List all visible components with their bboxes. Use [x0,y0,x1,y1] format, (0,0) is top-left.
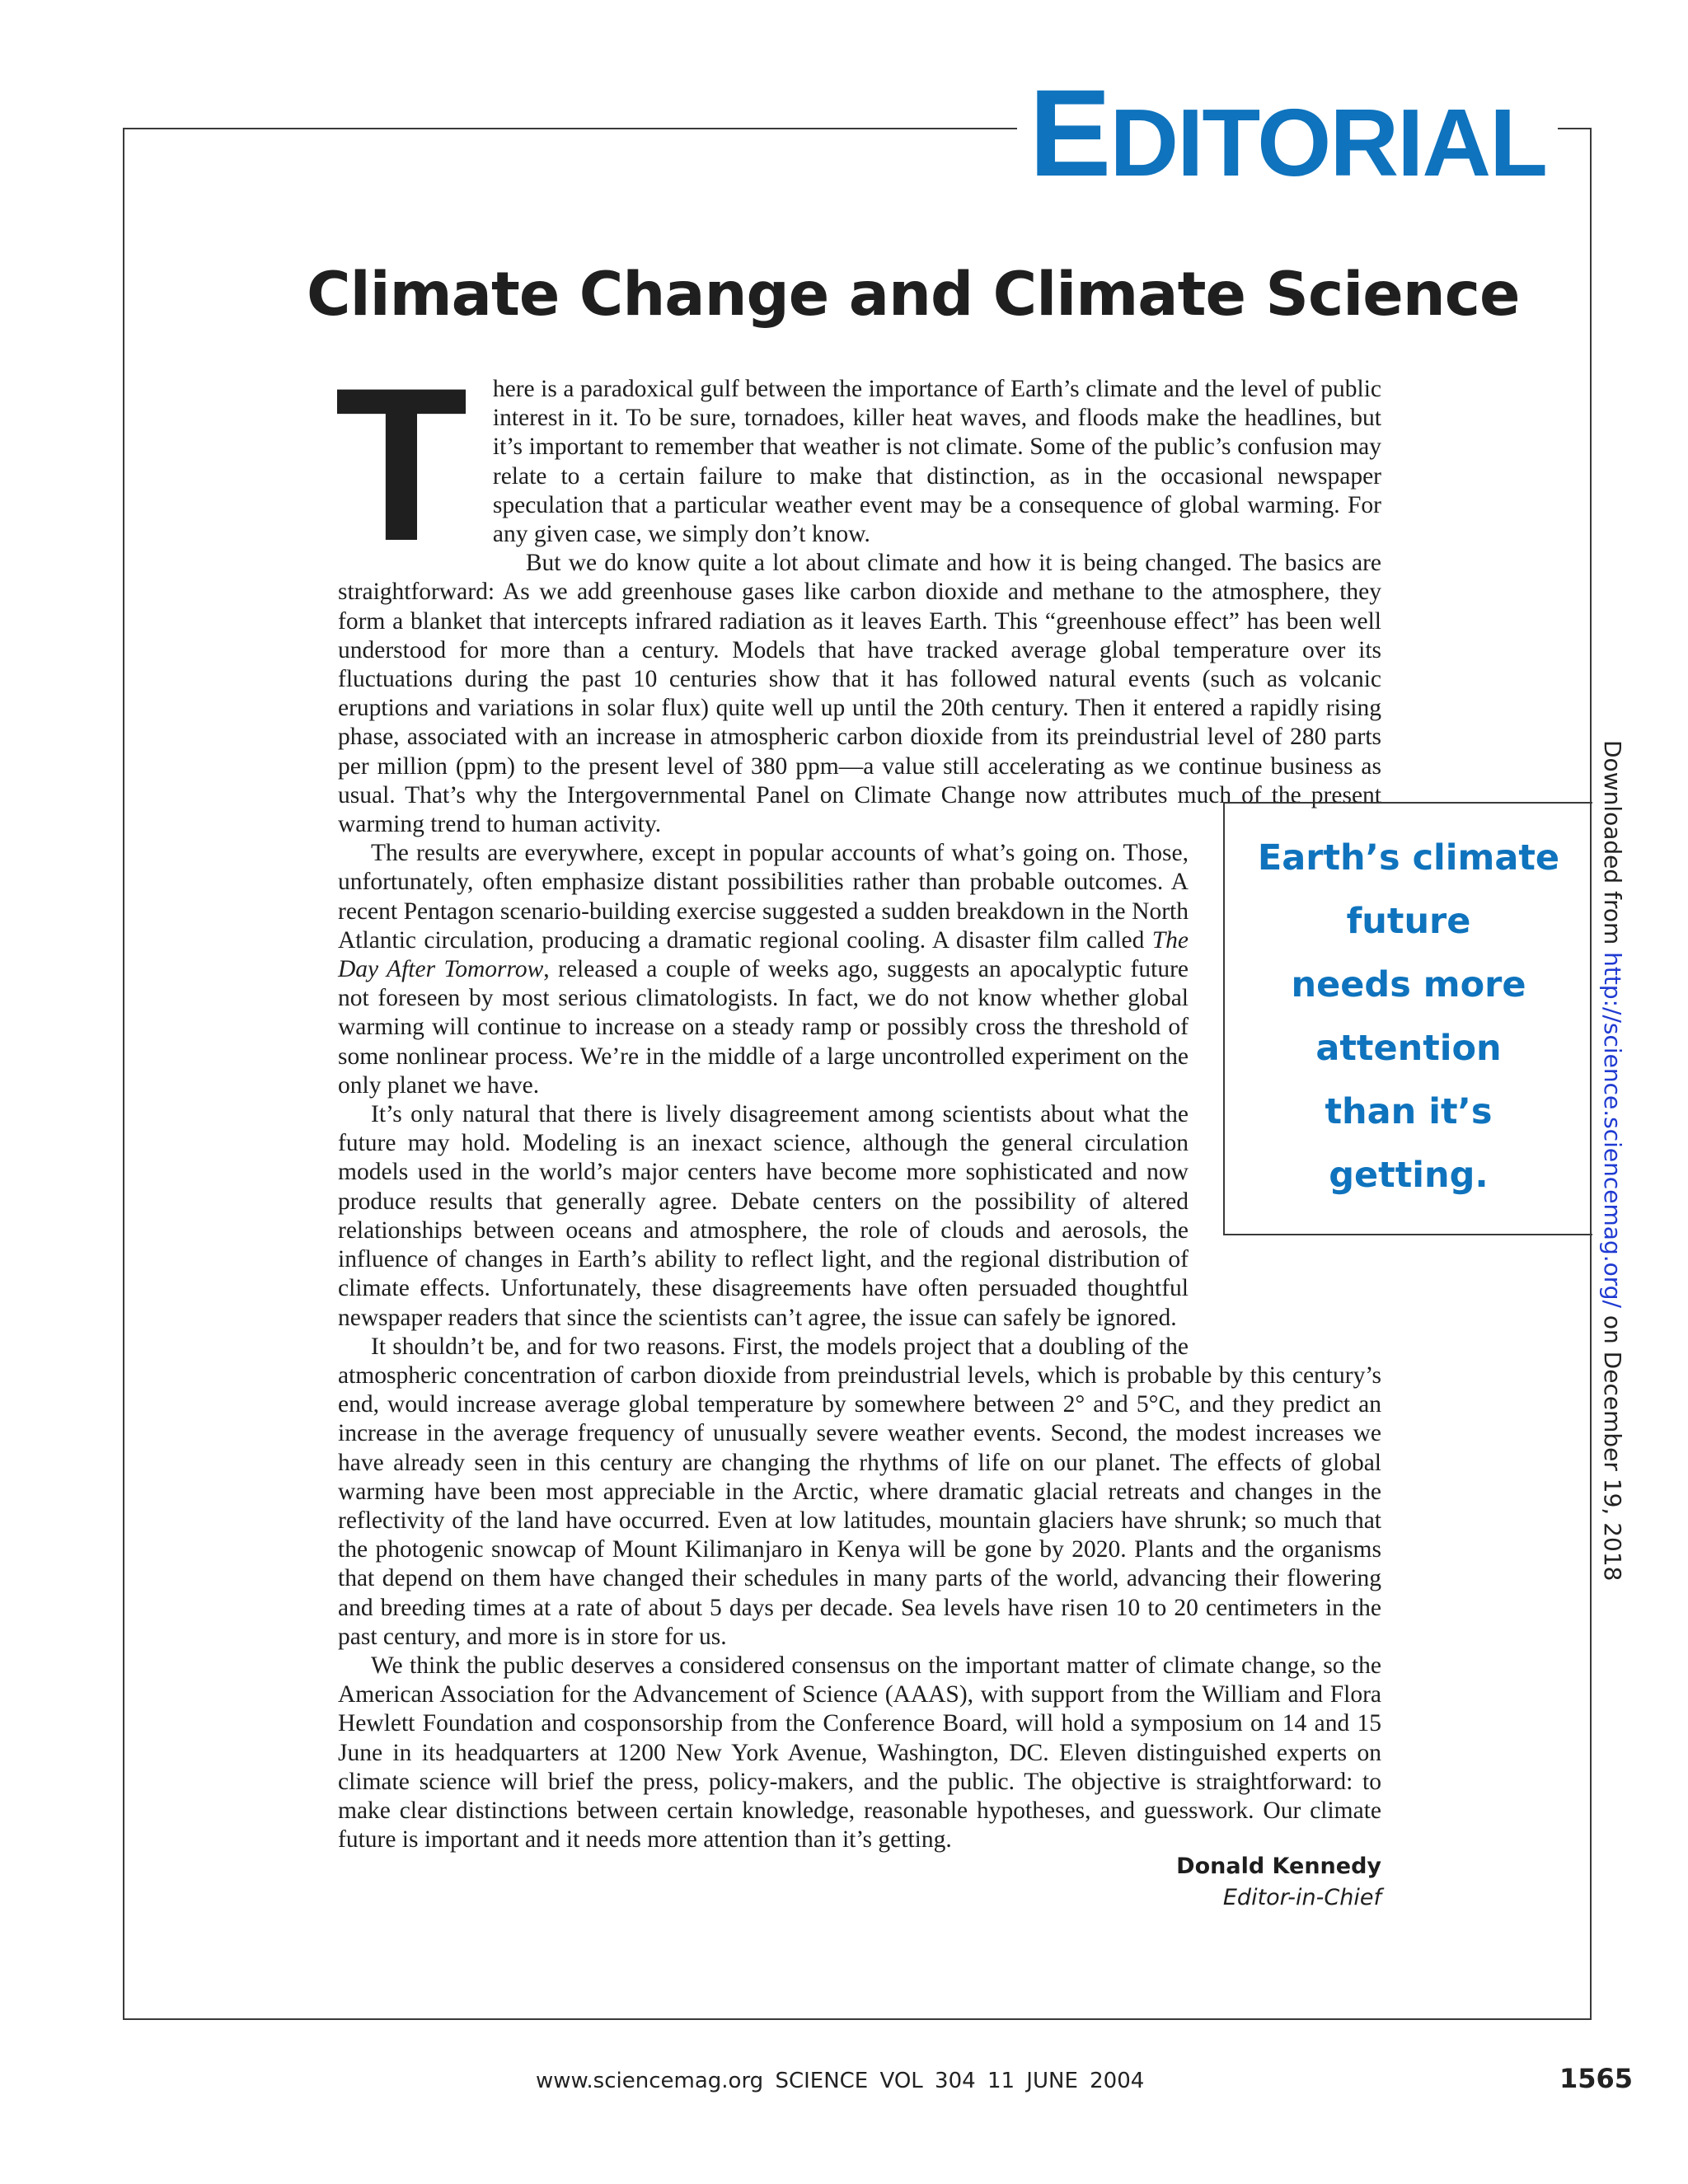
paragraph-1-text: here is a paradoxical gulf between the importance of Earth’s climate and the level of public interest in it. To be sure, tornadoes, killer heat waves, and floods make the headlines, but it’s important to remember that weather is not climate. Some of the public’s confusion may relate to a certain failure to make that distinction, as in the occasional newspaper speculation that a particular weather event may be a consequence of global warming. For any given case, we simply don’t know. [492,376,1381,548]
author-name: Donald Kennedy [1176,1854,1381,1879]
pull-quote [1223,802,1592,1235]
page-footer [536,2069,1144,2093]
paragraph-4: It’s only natural that there is lively disagreement among scientists about what the future may hold. Modeling is an inexact science, although the general circulation models used in the world’s major centers have become more sophisticated and now produce results that generally agree. Debate centers on the possibility of altered relationships between oceans and atmosphere, the role of clouds and aerosols, the influence of changes in Earth’s ability to reflect light, and the regional distribution of climate effects. Unfortunately, these disagreements have often persuaded thoughtful newspaper readers that since the scientists can’t agree, the issue can safely be ignored. [338,1101,1189,1331]
paragraph-1 [335,343,1381,587]
paragraph-3-after: , released a couple of weeks ago, suggests an apocalyptic future not foreseen by most serious climatologists. In fact, we do not know whether global warming will continue to increase on a steady ramp or possibly cross the threshold of some nonlinear process. We’re in the middle of a large uncontrolled experiment on the only planet we have. [338,956,1189,1099]
footer-journal: SCIENCE [775,2069,869,2093]
footer-date: 11 JUNE 2004 [987,2069,1145,2093]
pull-quote-line: future [1346,901,1471,942]
pull-quote-line: needs more [1291,964,1526,1005]
section-label-rest: DITORIAL [1109,89,1546,196]
download-notice-prefix: Downloaded from [1599,740,1626,953]
article-headline: Climate Change and Climate Science [307,260,1520,330]
pull-quote-line: getting. [1329,1155,1489,1196]
paragraph-3-before: The results are everywhere, except in popular accounts of what’s going on. Those, unfortunately, often emphasize distant possibilities rather than probable outcomes. A recent Pentagon scenario-building exercise suggested a sudden breakdown in the North Atlantic circulation, producing a dramatic regional cooling. A disaster film called [338,840,1189,954]
author-title: Editor-in-Chief [1222,1885,1381,1910]
pull-quote-line: attention [1315,1028,1502,1069]
download-link[interactable]: http://science.sciencemag.org/ [1599,952,1626,1308]
footer-volume: VOL 304 [879,2069,976,2093]
section-label [1017,63,1558,202]
paragraph-5: It shouldn’t be, and for two reasons. First, the models project that a doubling of the atmospheric concentration of carbon dioxide from preindustrial levels, which is probable by this century’s end, would increase average global temperature by somewhere between 2° and 5°C, and they predict an increase in the average frequency of unusually severe weather events. Second, the modest increases we have already seen in this century are changing the rhythms of life on our planet. The effects of global warming have been most appreciable in the Arctic, where dramatic glacial retreats and changes in the reflectivity of the land have occurred. Even at low latitudes, mountain glaciers have shrunk; so much that the photogenic snowcap of Mount Kilimanjaro in Kenya will be gone by 2020. Plants and the organisms that depend on them have changed their schedules in many parts of the world, advancing their flowering and breeding times at a rate of about 5 days per decade. Sea levels have risen 10 to 20 centimeters in the past century, and more is in store for us. [338,1333,1381,1650]
pull-quote-line: Earth’s climate [1257,837,1560,879]
drop-cap: T [335,343,468,587]
download-notice [1599,740,1626,1581]
paragraph-6: We think the public deserves a considered consensus on the important matter of climate change, so the American Association for the Advancement of Science (AAAS), with support from the William and Flora Hewlett Foundation and cosponsorship from the Conference Board, will hold a symposium on 14 and 15 June in its headquarters at 1200 New York Avenue, Washington, DC. Eleven distinguished experts on climate science will brief the press, policy-makers, and the public. The objective is straightforward: to make clear distinctions between certain knowledge, reasonable hypotheses, and guesswork. Our climate future is important and it needs more attention than it’s getting. [338,1652,1381,1854]
signature [1176,1851,1381,1914]
footer-site: www.sciencemag.org [536,2069,764,2093]
section-label-initial: E [1029,63,1110,202]
download-notice-suffix: on December 19, 2018 [1599,1308,1626,1582]
pull-quote-line: than it’s [1325,1091,1493,1132]
paragraph-2: But we do know quite a lot about climate and how it is being changed. The basics are straightforward: As we add greenhouse gases like carbon dioxide and methane to the atmosphere, they form a blanket that intercepts infrared radiation as it leaves Earth. This “greenhouse effect” has been well understood for more than a century. Models that have tracked average global temperature over its fluctuations during the past 10 centuries show that it has followed natural events (such as volcanic eruptions and variations in solar flux) quite well up until the 20th century. Then it entered a rapidly rising phase, associated with an increase in atmospheric carbon dioxide from its preindustrial level of 280 parts per million (ppm) to the present level of 380 ppm—a value still accelerating as we continue business as usual. That’s why the Intergovernmental Panel on Climate Change now attributes much of the present warming trend to human activity. [338,550,1381,838]
film-title: The Day After Tomorrow [338,926,1189,983]
page-number: 1565 [1559,2063,1634,2094]
